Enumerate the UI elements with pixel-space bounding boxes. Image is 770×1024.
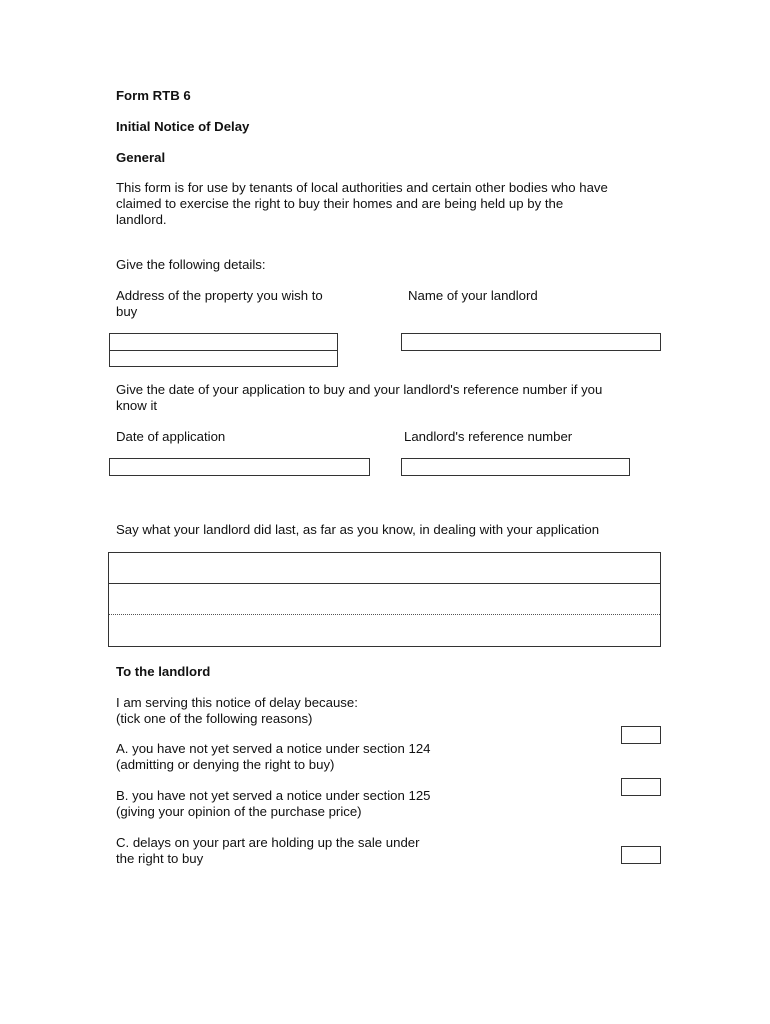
reason-b-text: B. you have not yet served a notice under section 125 (giving your opinion of the purchase price) xyxy=(116,788,431,819)
address-field-line-2[interactable] xyxy=(109,350,338,367)
reason-c-text: C. delays on your part are holding up the sale under the right to buy xyxy=(116,835,420,866)
last-action-row-divider xyxy=(109,614,660,615)
details-prompt: Give the following details: xyxy=(116,257,266,272)
date-of-application-field[interactable] xyxy=(109,458,370,476)
reason-a-checkbox[interactable] xyxy=(621,726,661,744)
reason-b-checkbox[interactable] xyxy=(621,778,661,796)
address-field-line-1[interactable] xyxy=(109,333,338,351)
form-title: Form RTB 6 xyxy=(116,88,191,103)
landlord-heading: To the landlord xyxy=(116,664,211,679)
general-heading: General xyxy=(116,150,166,165)
last-action-prompt: Say what your landlord did last, as far as you know, in dealing with your application xyxy=(116,522,600,537)
intro-text: This form is for use by tenants of local authorities and certain other bodies who have claimed to exercise the right to buy their homes and are being held up by the landlord. xyxy=(116,180,608,227)
date-label: Date of application xyxy=(116,429,226,444)
landlord-reference-field[interactable] xyxy=(401,458,630,476)
form-subtitle: Initial Notice of Delay xyxy=(116,119,250,134)
landlord-name-label: Name of your landlord xyxy=(408,288,538,303)
landlord-name-field[interactable] xyxy=(401,333,661,351)
address-label: Address of the property you wish to buy xyxy=(116,288,323,319)
reason-a-text: A. you have not yet served a notice under section 124 (admitting or denying the right to buy) xyxy=(116,741,431,772)
reason-c-checkbox[interactable] xyxy=(621,846,661,864)
date-prompt: Give the date of your application to buy and your landlord's reference number if you know it xyxy=(116,382,603,413)
serving-text: I am serving this notice of delay because: (tick one of the following reasons) xyxy=(116,695,358,726)
last-action-row-divider xyxy=(109,583,660,584)
reference-label: Landlord's reference number xyxy=(404,429,573,444)
last-action-field[interactable] xyxy=(108,552,661,647)
